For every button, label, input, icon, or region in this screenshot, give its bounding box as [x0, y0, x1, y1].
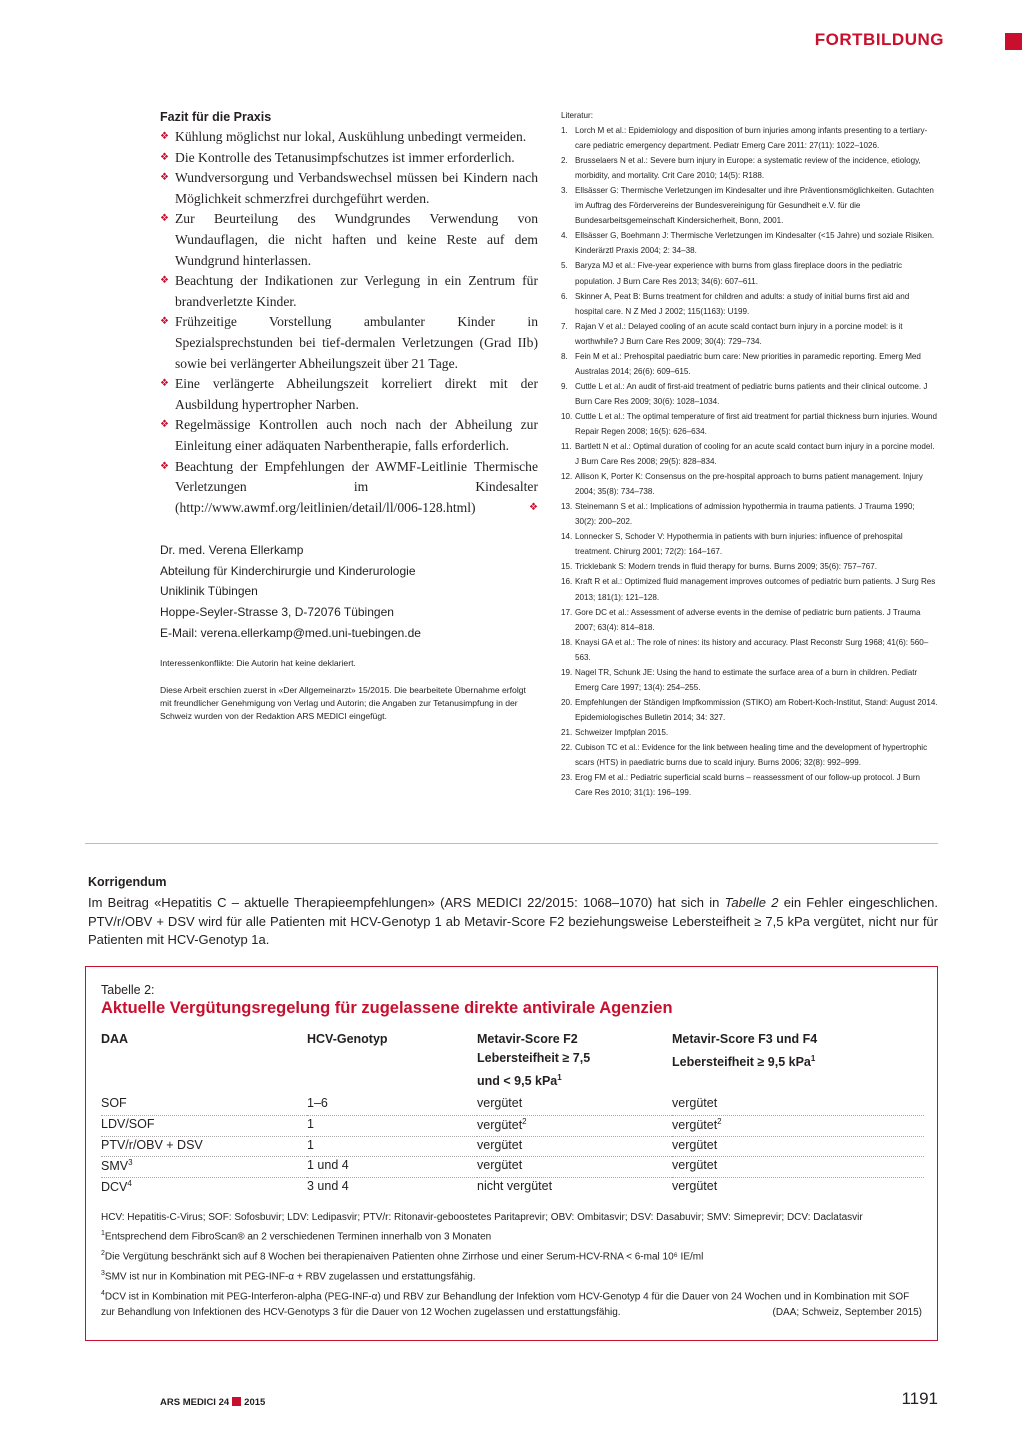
footnote: $^1$Entsprechend dem FibroScan® an 2 verschiedenen Terminen innerhalb von 3 Monaten [101, 1230, 492, 1243]
fazit-item: ❖ Zur Beurteilung des Wundgrundes Verwendung von Wundauflagen, die nicht haften und keine Reste auf dem Wundgrund hinterlassen. [160, 211, 538, 268]
section-label: FORTBILDUNG [814, 30, 944, 49]
header-f34: Metavir-Score F3 und F4 Lebersteifheit ≥ 9,5 kPa$^1$ [672, 1032, 818, 1070]
cell-f34: vergütet [672, 1136, 924, 1157]
bullet-icon: ❖ [160, 131, 169, 142]
header-f2: Metavir-Score F2 Lebersteifheit ≥ 7,5 und < 9,5 kPa$^1$ [477, 1032, 591, 1089]
literature-item: 1. Lorch M et al.: Epidemiology and disposition of burn injuries among infants presenting to a tertiary-care pediatric emergency department. Pediatr Emerg Care 2011: 27(11): 1022–1026. [561, 126, 928, 151]
cell-genotyp: 1 und 4 [307, 1157, 477, 1178]
section-marker [1005, 33, 1022, 50]
journal-footer: ARS MEDICI 24 2015 [160, 1397, 266, 1408]
footnote: $^2$Die Vergütung beschränkt sich auf 8 Wochen bei therapienaiven Patienten ohne Zirrhose und einer Serum-HCV-RNA < 6-mal 10⁶ IE/ml [101, 1249, 704, 1263]
table-label: Tabelle 2: [101, 983, 155, 997]
cell-genotyp: 1 [307, 1116, 477, 1137]
origin-note: Diese Arbeit erschien zuerst in «Der Allgemeinarzt» 15/2015. Die bearbeitete Übernahme erfolgt mit freundlicher Genehmigung von Verlag und Autorin; die Angaben zur Tetanusimpfung in der Schweiz wurden von der Redaktion ARS MEDICI eingefügt. [160, 685, 526, 722]
bullet-icon: ❖ [160, 460, 169, 472]
author-block [160, 540, 538, 643]
footnote: $^4$DCV ist in Kombination mit PEG-Interferon-alpha (PEG-INF-α) und RBV zur Behandlung der Infektion vom HCV-Genotyp 4 für die Dauer von 24 Wochen und in Kombination mit SOF zur Behandlung von Infektionen des HCV-Genotyps 3 für die Dauer von 12 Wochen zugelassen und erstattungsfähig. (DAA; Schweiz, September 2015) [101, 1286, 922, 1322]
conflicts-note: Interessenkonflikte: Die Autorin hat keine deklariert. [160, 658, 356, 669]
table-row [101, 1095, 924, 1116]
fazit-item: ❖ Regelmässige Kontrollen auch noch nach der Abheilung zur Einleitung einer adäquaten Narbentherapie, falls erforderlich. [160, 417, 538, 453]
bullet-icon: ❖ [160, 419, 169, 431]
literature-item: 5. Baryza MJ et al.: Five-year experience with burns from glass fireplace doors in the pediatric population. J Burn Care Res 2013; 34(6): 607–611. [561, 261, 903, 286]
table-footnotes [101, 1210, 922, 1322]
fazit-item: ❖ Die Kontrolle des Tetanusimpfschutzes ist immer erforderlich. [160, 148, 538, 169]
bullet-icon: ❖ [160, 151, 169, 163]
fazit-title: Fazit für die Praxis [160, 110, 272, 124]
literature-item: 21. Schweizer Impfplan 2015. [561, 727, 669, 737]
literature-item: 11. Bartlett N et al.: Optimal duration of cooling for an acute scald contact burn injury in a porcine model. J Burn Care Res 2008; 29(5): 828–834. [561, 442, 935, 467]
literature-item: 18. Knaysi GA et al.: The role of nines: its history and accuracy. Plast Reconstr Surg 1968; 41(6): 560–563. [561, 637, 929, 662]
cell-daa: DCV$^4$ [101, 1177, 307, 1198]
bullet-icon: ❖ [160, 275, 169, 287]
cell-daa: PTV/r/OBV + DSV [101, 1136, 307, 1157]
author-address: Hoppe-Seyler-Strasse 3, D-72076 Tübingen [160, 605, 394, 620]
cell-f34: vergütet [672, 1096, 718, 1111]
table-header-row [101, 1030, 924, 1095]
fazit-item: ❖ Beachtung der Empfehlungen der AWMF-Leitlinie Thermische Verletzungen im Kindesalter (http://www.awmf.org/leitlinien/detail/ll/006-128.html) ❖ [160, 457, 538, 519]
literature-item: 20. Empfehlungen der Ständigen Impfkommission (STIKO) am Robert-Koch-Institut, Stand: August 2014. Epidemiologisches Bulletin 2014; 34: 327. [561, 697, 938, 722]
korrigendum-title: Korrigendum [88, 875, 167, 889]
cell-genotyp: 1–6 [307, 1096, 328, 1111]
cell-f2: vergütet [477, 1136, 672, 1157]
literature-item: 23. Erog FM et al.: Pediatric superficial scald burns – reassessment of our follow-up protocol. J Burn Care Res 2010; 31(1): 196–199. [561, 773, 921, 798]
literature-item: 19. Nagel TR, Schunk JE: Using the hand to estimate the surface area of a burn in children. Pediatr Emerg Care 1997; 13(4): 254–255. [561, 667, 918, 692]
cell-f2: vergütet [477, 1096, 523, 1111]
cell-f2: nicht vergütet [477, 1177, 672, 1198]
table-row [101, 1157, 924, 1178]
table-row [101, 1177, 924, 1198]
section-divider [85, 843, 938, 844]
literature-item: 14. Lonnecker S, Schoder V: Hypothermia in patients with burn injuries: influence of prehospital treatment. Chirurg 2001; 72(2): 164–167. [561, 532, 903, 557]
cell-daa: LDV/SOF [101, 1116, 307, 1137]
korrigendum-text: Im Beitrag «Hepatitis C – aktuelle Therapieempfehlungen» (ARS MEDICI 22/2015: 1068–1070) hat sich in Tabelle 2 ein Fehler eingeschlichen. PTV/r/OBV + DSV wird für alle Patienten mit HCV-Genotyp 1 ab Metavir-Score F2 beziehungsweise Lebersteifheit ≥ 7,5 kPa vergütet, nicht nur für Patienten mit HCV-Genotyp 1a. [88, 895, 938, 947]
footer-square [232, 1397, 241, 1406]
fazit-item: ❖ Wundversorgung und Verbandswechsel müssen bei Kindern nach Möglichkeit schmerzfrei durchgeführt werden. [160, 170, 538, 206]
cell-genotyp: 3 und 4 [307, 1177, 477, 1198]
bullet-icon: ❖ [160, 213, 169, 225]
fazit-list [160, 127, 538, 518]
page-number: 1191 [901, 1389, 938, 1408]
literature-title: Literatur: [561, 111, 593, 120]
cell-f2: vergütet$^2$ [477, 1116, 672, 1137]
literature-list [561, 123, 938, 800]
literature-item: 3. Ellsässer G: Thermische Verletzungen im Kindesalter und ihre Präventionsmöglichkeiten. Gutachten im Auftrag des Fördervereins der Bundesvereinigung für Gesundheit e.V. für die Bundesarbeitsgemeinschaft Kindersicherheit, Bonn, 2001. [561, 186, 934, 226]
fazit-item: ❖ Frühzeitige Vorstellung ambulanter Kinder in Spezialsprechstunden bei tief-dermalen Verletzungen (Grad IIb) sowie bei verlängerter Abheilungszeit über 21 Tage. [160, 314, 538, 371]
literature-column [561, 108, 938, 800]
header-daa: DAA [101, 1032, 129, 1046]
fazit-item: ❖ Eine verlängerte Abheilungszeit korreliert direkt mit der Ausbildung hypertropher Narben. [160, 376, 538, 412]
fazit-item: ❖ Beachtung der Indikationen zur Verlegung in ein Zentrum für brandverletzte Kinder. [160, 273, 538, 309]
end-mark-icon: ❖ [529, 501, 538, 513]
author-name: Dr. med. Verena Ellerkamp [160, 543, 304, 558]
literature-item: 12. Allison K, Porter K: Consensus on the pre-hospital approach to burns patient management. Injury 2004; 35(8): 734–738. [561, 472, 923, 497]
literature-item: 8. Fein M et al.: Prehospital paediatric burn care: New priorities in paramedic reporting. Emerg Med Australas 2014; 26(6): 609–615. [561, 351, 921, 376]
bullet-icon: ❖ [160, 316, 169, 328]
author-department: Abteilung für Kinderchirurgie und Kinderurologie [160, 563, 416, 578]
cell-daa: SOF [101, 1096, 127, 1111]
literature-item: 10. Cuttle L et al.: The optimal temperature of first aid treatment for partial thickness burn injuries. Wound Repair Regen 2008; 16(5): 626–634. [561, 411, 937, 436]
table-row [101, 1116, 924, 1137]
fazit-item: ❖ Kühlung möglichst nur lokal, Auskühlung unbedingt vermeiden. [160, 127, 538, 148]
literature-item: 15. Tricklebank S: Modern trends in fluid therapy for burns. Burns 2009; 35(6): 757–767. [561, 562, 878, 572]
table-title: Aktuelle Vergütungsregelung für zugelassene direkte antivirale Agenzien [101, 999, 673, 1017]
table-source: (DAA; Schweiz, September 2015) [772, 1307, 922, 1319]
literature-item: 16. Kraft R et al.: Optimized fluid management improves outcomes of pediatric burn patients. J Surg Res 2013; 181(1): 121–128. [561, 577, 936, 602]
cell-f34: vergütet [672, 1177, 924, 1198]
author-clinic: Uniklinik Tübingen [160, 584, 258, 599]
author-email[interactable]: E-Mail: verena.ellerkamp@med.uni-tuebingen.de [160, 625, 421, 640]
literature-item: 22. Cubison TC et al.: Evidence for the link between healing time and the development of hypertrophic scars (HTS) in paediatric burns due to scald injury. Burns 2006; 32(8): 992–999. [561, 742, 928, 768]
footnote: $^3$SMV ist nur in Kombination mit PEG-INF-α + RBV zugelassen und erstattungsfähig. [101, 1269, 476, 1283]
header-genotyp: HCV-Genotyp [307, 1032, 388, 1046]
literature-item: 13. Steinemann S et al.: Implications of admission hypothermia in trauma patients. J Trauma 1990; 30(2): 200–202. [561, 502, 915, 527]
literature-item: 9. Cuttle L et al.: An audit of first-aid treatment of pediatric burns patients and their clinical outcome. J Burn Care Res 2009; 30(6): 1028–1034. [561, 381, 928, 406]
bullet-icon: ❖ [160, 172, 169, 184]
cell-f2: vergütet [477, 1157, 672, 1178]
cell-genotyp: 1 [307, 1136, 477, 1157]
literature-item: 17. Gore DC et al.: Assessment of adverse events in the demise of pediatric burn patients. J Trauma 2007; 63(4): 814–818. [561, 607, 921, 632]
literature-item: 4. Ellsässer G, Boehmann J: Thermische Verletzungen im Kindesalter (<15 Jahre) und soziale Risiken. Kinderärztl Praxis 2004; 2: 34–38. [561, 231, 935, 256]
table-box [85, 966, 938, 1341]
left-column [160, 110, 538, 723]
literature-item: 2. Brusselaers N et al.: Severe burn injury in Europe: a systematic review of the incidence, etiology, morbidity, and mortality. Crit Care 2010; 14(5): R188. [561, 156, 921, 181]
literature-item: 7. Rajan V et al.: Delayed cooling of an acute scald contact burn injury in a porcine model: is it worthwhile? J Burn Care Res 2009; 30(4): 729–734. [561, 321, 903, 346]
abbreviations: HCV: Hepatitis-C-Virus; SOF: Sofosbuvir; LDV: Ledipasvir; PTV/r: Ritonavir-geboostetes Paritaprevir; OBV: Ombitasvir; DSV: Dasabuvir; SMV: Simeprevir; DCV: Daclatasvir [101, 1211, 863, 1223]
cell-f34: vergütet$^2$ [672, 1116, 924, 1137]
cell-daa: SMV$^3$ [101, 1157, 307, 1178]
table-row [101, 1136, 924, 1157]
literature-item: 6. Skinner A, Peat B: Burns treatment for children and adults: a study of initial burns first aid and hospital care. N Z Med J 2002; 115(1163): U199. [561, 291, 910, 316]
reimbursement-table [101, 1030, 924, 1198]
cell-f34: vergütet [672, 1157, 924, 1178]
bullet-icon: ❖ [160, 378, 169, 390]
korrigendum [88, 875, 938, 950]
